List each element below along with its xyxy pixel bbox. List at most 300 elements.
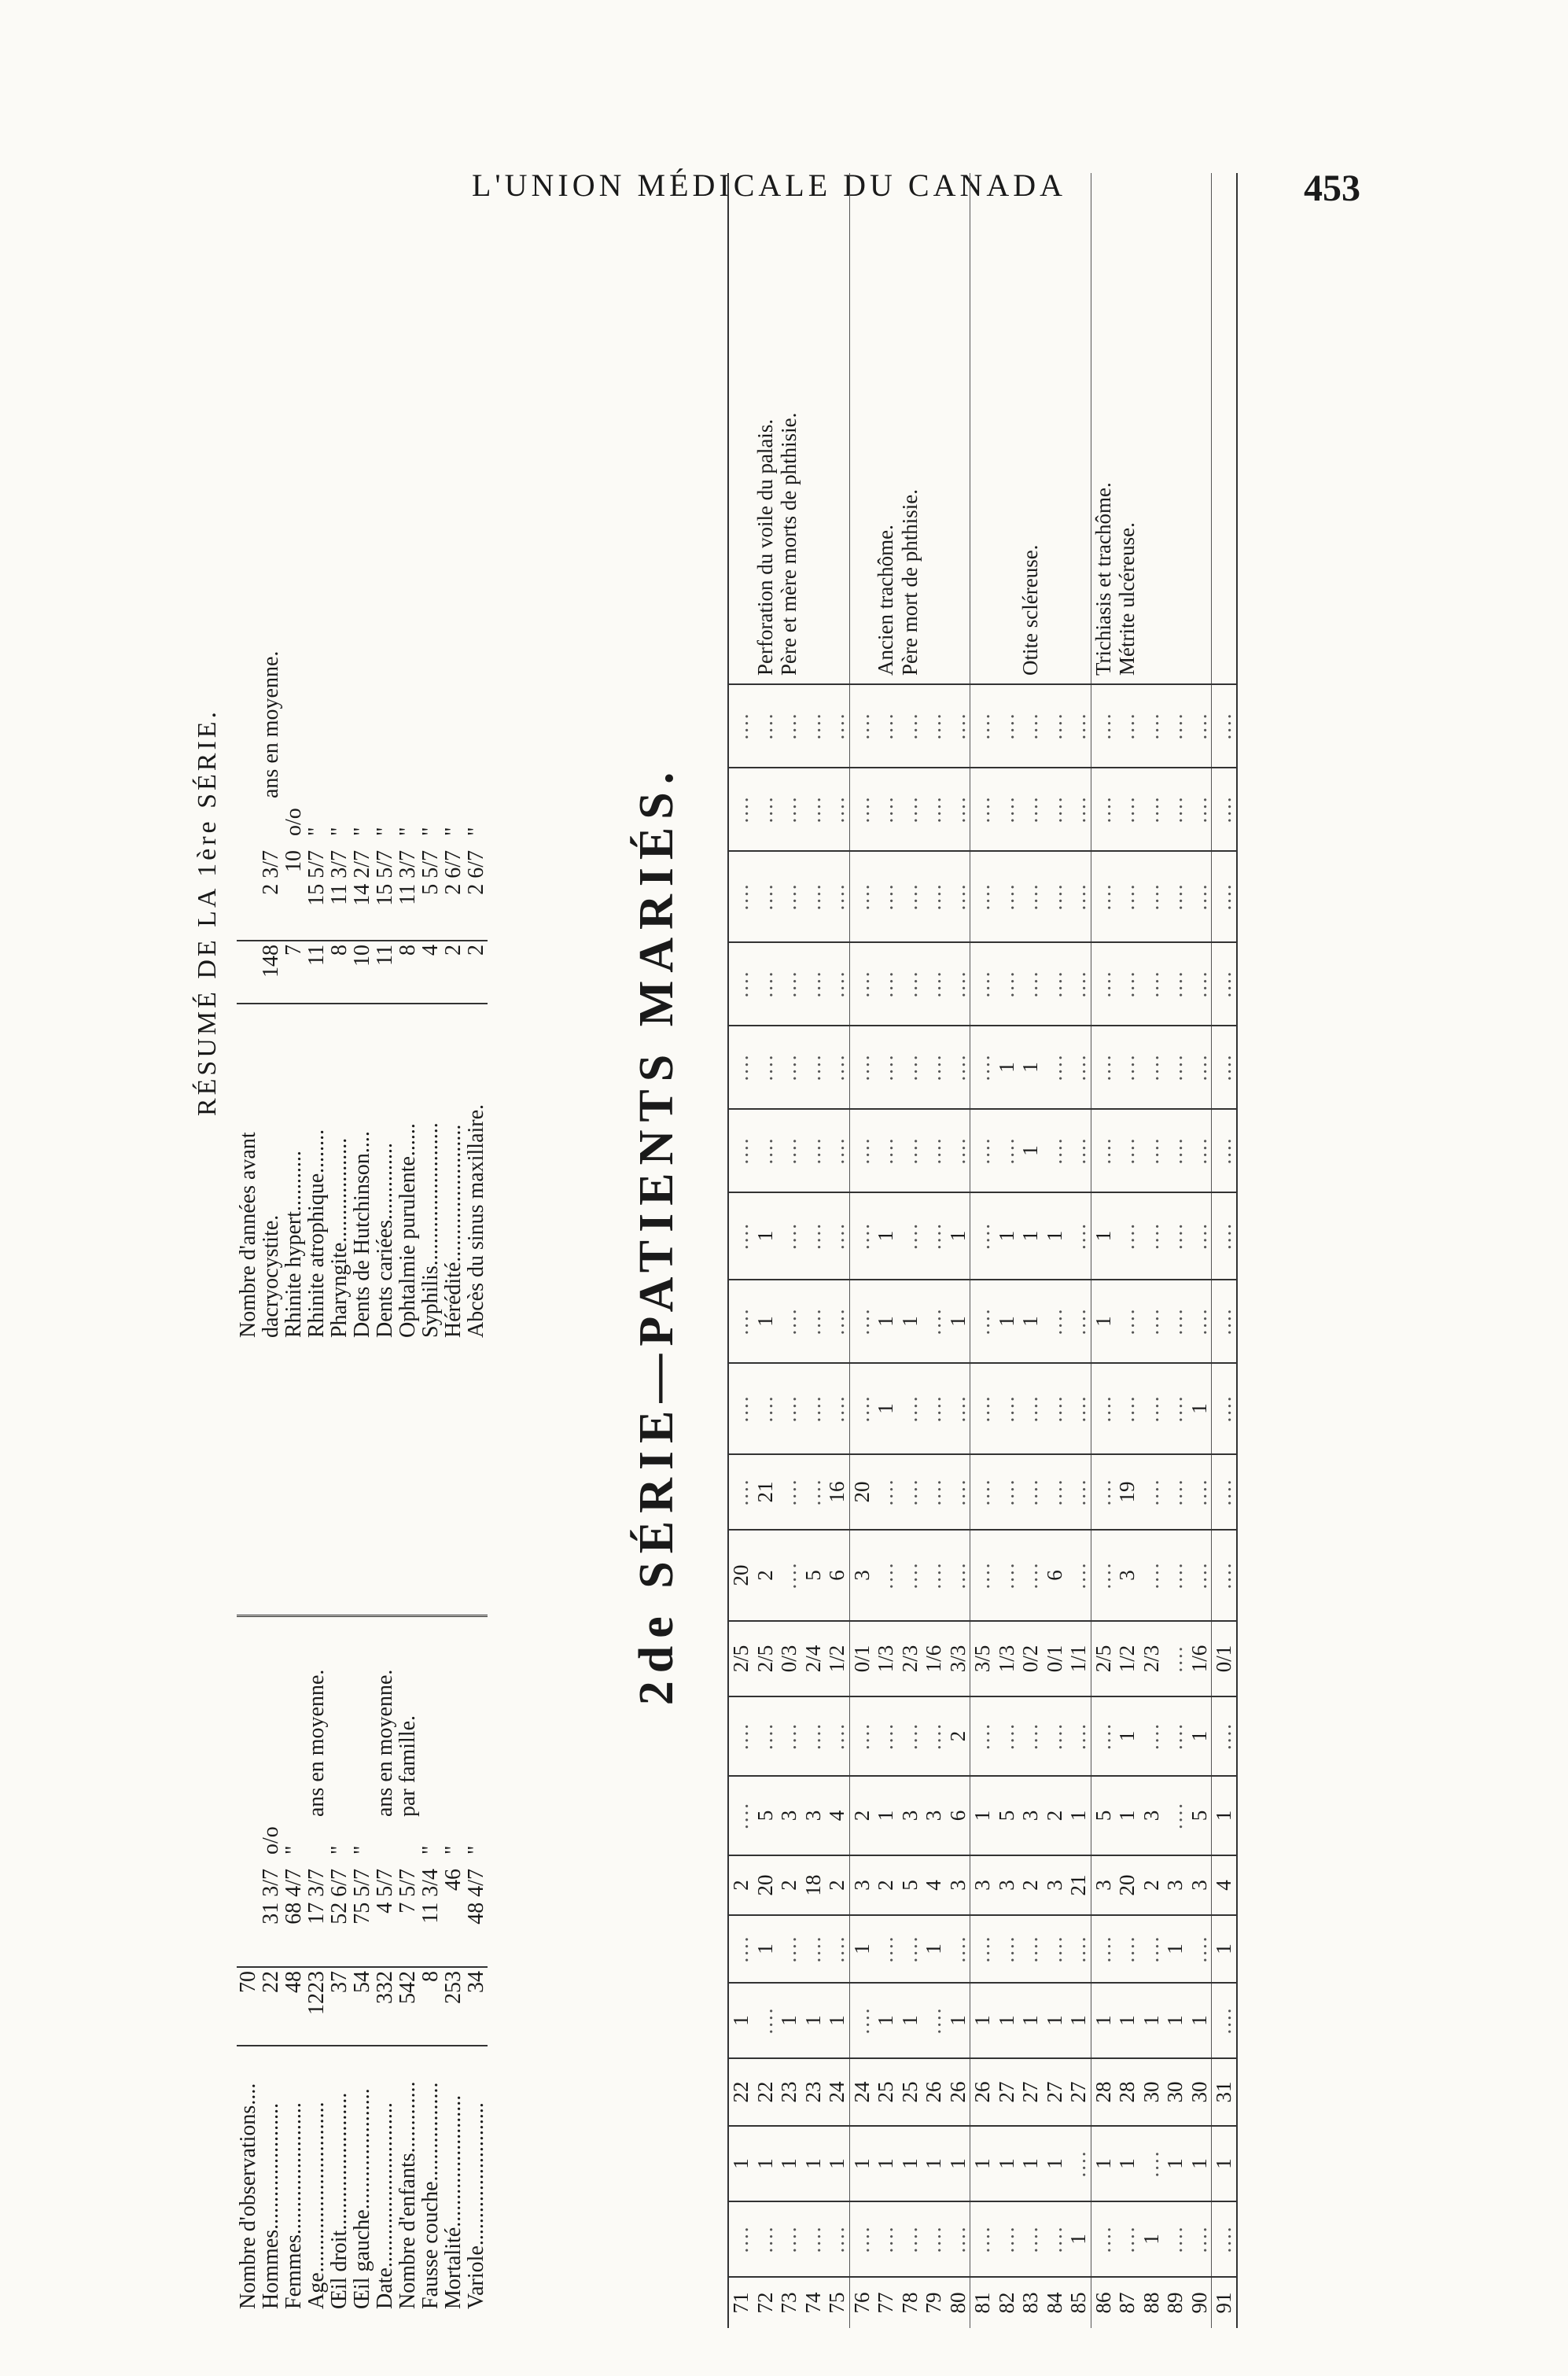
cell-i: 6 <box>1043 1530 1067 1621</box>
cell-j: 20 <box>849 1454 874 1530</box>
cell-no: 73 <box>777 2277 801 2328</box>
cell-remark: Ancien trachôme. <box>874 525 898 676</box>
cell-k: 1 <box>1187 1363 1212 1454</box>
cell-k: .... <box>1091 1363 1115 1454</box>
cell-n: .... <box>1139 1109 1164 1192</box>
summary-label: Œil gauche...................... <box>351 2046 374 2312</box>
cell-a: .... <box>753 2201 778 2277</box>
summary-num: 70 <box>237 1967 259 2046</box>
cell-i: .... <box>1163 1530 1187 1621</box>
summary-note: ans en moyenne. <box>259 650 283 798</box>
cell-k: .... <box>970 1363 995 1454</box>
cell-g: .... <box>898 1696 922 1776</box>
table-row <box>946 173 970 2328</box>
cell-h: 3/5 <box>970 1621 995 1696</box>
cell-d: 1 <box>922 1915 946 1983</box>
summary-label: Hommes....................... <box>259 2046 282 2312</box>
summary-row <box>419 1616 442 2313</box>
cell-h: 2/5 <box>1091 1621 1115 1696</box>
cell-i: .... <box>874 1530 898 1621</box>
cell-o: .... <box>1139 1026 1164 1109</box>
cell-s: .... <box>995 684 1019 768</box>
cell-a: .... <box>849 2201 874 2277</box>
cell-g: .... <box>1212 1696 1237 1776</box>
table-row <box>849 173 874 2328</box>
cell-e: 2 <box>874 1855 898 1915</box>
cell-age: 26 <box>922 2058 946 2126</box>
cell-h: 2/5 <box>728 1621 753 1696</box>
cell-q: .... <box>777 851 801 942</box>
cell-g: .... <box>1018 1696 1043 1776</box>
summary-val: 75 5/7 <box>350 1869 374 1925</box>
summary-val: 52 6/7 <box>327 1869 352 1925</box>
cell-d: .... <box>946 1915 970 1983</box>
cell-n: .... <box>1066 1109 1091 1192</box>
cell-age: 24 <box>849 2058 874 2126</box>
cell-s: .... <box>1043 684 1067 768</box>
table-row <box>825 173 849 2328</box>
cell-s: .... <box>946 684 970 768</box>
cell-h: 1/2 <box>1115 1621 1139 1696</box>
summary-note <box>259 1616 282 1821</box>
cell-r: .... <box>1066 768 1091 851</box>
cell-g: .... <box>995 1696 1019 1776</box>
cell-r: .... <box>1115 768 1139 851</box>
cell-remark: Père mort de phthisie. <box>897 489 922 676</box>
cell-g: .... <box>1163 1696 1187 1776</box>
cell-l: .... <box>1212 1280 1237 1363</box>
cell-g: 1 <box>1115 1696 1139 1776</box>
cell-m: .... <box>1115 1192 1139 1280</box>
summary-label: Rhinite hypert........... <box>282 1004 305 1341</box>
cell-a: .... <box>1187 2201 1212 2277</box>
summary-note <box>419 622 442 801</box>
cell-age: 28 <box>1115 2058 1139 2126</box>
cell-m: 1 <box>874 1192 898 1280</box>
cell-age: 30 <box>1139 2058 1164 2126</box>
cell-c: 1 <box>1066 1983 1091 2058</box>
summary-note <box>374 622 396 801</box>
cell-l: .... <box>1115 1280 1139 1363</box>
cell-c: 1 <box>1091 1983 1115 2058</box>
cell-q: .... <box>1139 851 1164 942</box>
table-row <box>1115 173 1139 2328</box>
cell-g: .... <box>825 1696 849 1776</box>
cell-q: .... <box>753 851 778 942</box>
cell-no: 85 <box>1066 2277 1091 2328</box>
summary-label: Abcès du sinus maxillaire. <box>465 1004 488 1341</box>
summary-val: 2 3/7 <box>259 850 283 895</box>
summary-title: RÉSUMÉ DE LA 1ère SÉRIE. <box>193 708 222 1117</box>
cell-k: .... <box>946 1363 970 1454</box>
cell-d: .... <box>874 1915 898 1983</box>
running-head: L'UNION MÉDICALE DU CANADA <box>472 168 1067 203</box>
summary-label: Syphilis.......................... <box>419 1004 442 1341</box>
cell-m: .... <box>777 1192 801 1280</box>
cell-n: .... <box>970 1109 995 1192</box>
cell-o: 1 <box>1018 1026 1043 1109</box>
summary-note <box>328 622 351 801</box>
summary-num: 253 <box>442 1967 465 2046</box>
cell-c: 1 <box>1043 1983 1067 2058</box>
cell-j: .... <box>1091 1454 1115 1530</box>
summary-num: 22 <box>259 1967 282 2046</box>
cell-q: .... <box>1163 851 1187 942</box>
summary-label: Dents de Hutchinson.... <box>351 1004 374 1341</box>
cell-j: 16 <box>825 1454 849 1530</box>
cell-k: .... <box>1163 1363 1187 1454</box>
cell-o: .... <box>1066 1026 1091 1109</box>
summary-row <box>465 1616 488 2313</box>
cell-d: .... <box>898 1915 922 1983</box>
summary-row <box>305 622 328 1341</box>
summary-num: 10 <box>351 941 374 1004</box>
cell-i: .... <box>898 1530 922 1621</box>
cell-j: 21 <box>753 1454 778 1530</box>
summary-val: 14 2/7 <box>350 850 374 906</box>
cell-f: .... <box>728 1776 753 1855</box>
summary-note <box>282 1616 305 1821</box>
cell-n: .... <box>777 1109 801 1192</box>
cell-q: .... <box>1091 851 1115 942</box>
cell-c: 1 <box>946 1983 970 2058</box>
cell-f: 3 <box>777 1776 801 1855</box>
cell-p: .... <box>1163 942 1187 1026</box>
cell-o: .... <box>825 1026 849 1109</box>
cell-o: .... <box>922 1026 946 1109</box>
cell-b: 1 <box>1212 2126 1237 2201</box>
cell-h: 1/1 <box>1066 1621 1091 1696</box>
cell-m: 1 <box>1091 1192 1115 1280</box>
cell-l: .... <box>1066 1280 1091 1363</box>
cell-m: .... <box>1066 1192 1091 1280</box>
cell-s: .... <box>1115 684 1139 768</box>
summary-row <box>237 1616 259 2313</box>
cell-k: .... <box>922 1363 946 1454</box>
cell-r: .... <box>1018 768 1043 851</box>
page-number: 453 <box>1304 168 1360 209</box>
cell-age: 27 <box>1018 2058 1043 2126</box>
summary-num: 2 <box>465 941 488 1004</box>
summary-row <box>351 622 374 1341</box>
section-title: 2de SÉRIE—PATIENTS MARIÉS. <box>630 764 683 1706</box>
cell-age: 27 <box>1066 2058 1091 2126</box>
summary-val: 11 3/4 <box>418 1869 443 1924</box>
summary-unit: " <box>327 827 352 836</box>
cell-f: 3 <box>898 1776 922 1855</box>
cell-age: 26 <box>946 2058 970 2126</box>
cell-age: 28 <box>1091 2058 1115 2126</box>
cell-s: .... <box>825 684 849 768</box>
table-row <box>1139 173 1164 2328</box>
cell-j: .... <box>1066 1454 1091 1530</box>
cell-l: .... <box>849 1280 874 1363</box>
summary-num: 542 <box>396 1967 419 2046</box>
cell-no: 83 <box>1018 2277 1043 2328</box>
summary-num: 37 <box>328 1967 351 2046</box>
cell-s: .... <box>1139 684 1164 768</box>
cell-q: .... <box>1018 851 1043 942</box>
cell-m: .... <box>1212 1192 1237 1280</box>
cell-f: 5 <box>753 1776 778 1855</box>
cell-l: .... <box>825 1280 849 1363</box>
summary-label: Rhinite atrophique........ <box>305 1004 328 1341</box>
cell-h: 0/3 <box>777 1621 801 1696</box>
cell-q: .... <box>995 851 1019 942</box>
cell-g: .... <box>801 1696 826 1776</box>
cell-n: .... <box>898 1109 922 1192</box>
cell-no: 71 <box>728 2277 753 2328</box>
cell-h: 2/4 <box>801 1621 826 1696</box>
table-row <box>1091 173 1115 2328</box>
cell-h: 1/3 <box>995 1621 1019 1696</box>
cell-p: .... <box>1066 942 1091 1026</box>
cell-no: 76 <box>849 2277 874 2328</box>
summary-val: 48 4/7 <box>464 1869 488 1925</box>
cell-r: .... <box>825 768 849 851</box>
summary-unit: " <box>396 827 420 836</box>
cell-j: .... <box>1139 1454 1164 1530</box>
cell-d: .... <box>1139 1915 1164 1983</box>
summary-unit: " <box>350 1845 374 1855</box>
cell-no: 79 <box>922 2277 946 2328</box>
cell-o: 1 <box>995 1026 1019 1109</box>
cell-e: 3 <box>1163 1855 1187 1915</box>
cell-p: .... <box>922 942 946 1026</box>
cell-h: 1/6 <box>922 1621 946 1696</box>
cell-f: 5 <box>995 1776 1019 1855</box>
cell-g: .... <box>1139 1696 1164 1776</box>
cell-s: .... <box>1163 684 1187 768</box>
cell-f: 1 <box>1212 1776 1237 1855</box>
cell-q: .... <box>728 851 753 942</box>
cell-j: .... <box>1018 1454 1043 1530</box>
cell-r: .... <box>777 768 801 851</box>
cell-j: .... <box>898 1454 922 1530</box>
cell-n: .... <box>874 1109 898 1192</box>
summary-note <box>237 622 259 801</box>
cell-n: 1 <box>1018 1109 1043 1192</box>
cell-no: 82 <box>995 2277 1019 2328</box>
cell-i: .... <box>970 1530 995 1621</box>
summary-val: 46 <box>441 1869 466 1891</box>
table-row <box>1018 173 1043 2328</box>
cell-g: .... <box>922 1696 946 1776</box>
cell-j: 19 <box>1115 1454 1139 1530</box>
cell-h: 3/3 <box>946 1621 970 1696</box>
table-row <box>1187 173 1212 2328</box>
cell-s: .... <box>1018 684 1043 768</box>
summary-val: 11 3/7 <box>396 850 420 905</box>
cell-b: 1 <box>874 2126 898 2201</box>
cell-no: 91 <box>1212 2277 1237 2328</box>
cell-k: .... <box>1018 1363 1043 1454</box>
cell-j: .... <box>874 1454 898 1530</box>
summary-unit: o/o <box>282 808 306 836</box>
summary-row <box>328 622 351 1341</box>
cell-g: .... <box>777 1696 801 1776</box>
cell-f: 3 <box>922 1776 946 1855</box>
cell-r: .... <box>1043 768 1067 851</box>
cell-i: .... <box>922 1530 946 1621</box>
cell-d: .... <box>728 1915 753 1983</box>
cell-c: 1 <box>1187 1983 1212 2058</box>
cell-f: 5 <box>1091 1776 1115 1855</box>
cell-r: .... <box>1187 768 1212 851</box>
summary-row <box>419 622 442 1341</box>
cell-o: .... <box>946 1026 970 1109</box>
summary-note <box>305 622 328 801</box>
cell-j: .... <box>777 1454 801 1530</box>
cell-a: .... <box>874 2201 898 2277</box>
cell-e: 2 <box>1139 1855 1164 1915</box>
summary-label: Dents cariées.............. <box>374 1004 396 1341</box>
cell-d: .... <box>1187 1915 1212 1983</box>
summary-note <box>351 622 374 801</box>
summary-val: 15 5/7 <box>373 850 397 906</box>
cell-s: .... <box>898 684 922 768</box>
patients-table-body <box>728 173 1237 2328</box>
cell-p: .... <box>728 942 753 1026</box>
cell-k: .... <box>1115 1363 1139 1454</box>
cell-h: 1/2 <box>825 1621 849 1696</box>
cell-n: .... <box>1187 1109 1212 1192</box>
cell-no: 77 <box>874 2277 898 2328</box>
summary-row <box>259 1616 282 2313</box>
summary-num: 54 <box>351 1967 374 2046</box>
cell-b: 1 <box>801 2126 826 2201</box>
summary-label: Variole.......................... <box>465 2046 488 2312</box>
cell-j: .... <box>1212 1454 1237 1530</box>
summary-num: 11 <box>305 941 328 1004</box>
cell-l: .... <box>970 1280 995 1363</box>
cell-d: 1 <box>753 1915 778 1983</box>
summary-label: Pharyngite................... <box>328 1004 351 1341</box>
summary-note <box>442 622 465 801</box>
cell-a: .... <box>898 2201 922 2277</box>
cell-s: .... <box>801 684 826 768</box>
cell-q: .... <box>801 851 826 942</box>
cell-o: .... <box>753 1026 778 1109</box>
summary-note: ans en moyenne. <box>304 1669 329 1817</box>
cell-h: 2/5 <box>753 1621 778 1696</box>
cell-b: 1 <box>1163 2126 1187 2201</box>
cell-l: .... <box>1163 1280 1187 1363</box>
cell-c: 1 <box>825 1983 849 2058</box>
cell-remark <box>1212 173 1237 684</box>
cell-f: .... <box>1163 1776 1187 1855</box>
table-row <box>898 173 922 2328</box>
cell-j: .... <box>970 1454 995 1530</box>
cell-l: .... <box>1043 1280 1067 1363</box>
cell-h: .... <box>1163 1621 1187 1696</box>
cell-i: 3 <box>1115 1530 1139 1621</box>
cell-n: .... <box>1163 1109 1187 1192</box>
cell-s: .... <box>849 684 874 768</box>
cell-l: .... <box>1139 1280 1164 1363</box>
cell-q: .... <box>970 851 995 942</box>
table-row <box>728 173 753 2328</box>
cell-q: .... <box>946 851 970 942</box>
cell-o: .... <box>849 1026 874 1109</box>
cell-e: 5 <box>898 1855 922 1915</box>
cell-o: .... <box>874 1026 898 1109</box>
summary-val: 2 6/7 <box>441 850 466 895</box>
cell-e: 20 <box>1115 1855 1139 1915</box>
cell-r: .... <box>874 768 898 851</box>
summary-row <box>465 622 488 1341</box>
summary-unit <box>237 801 259 839</box>
cell-l: 1 <box>995 1280 1019 1363</box>
summary-val: 5 5/7 <box>418 850 443 895</box>
summary-unit <box>374 1820 396 1858</box>
cell-i: .... <box>1018 1530 1043 1621</box>
cell-s: .... <box>753 684 778 768</box>
summary-left-body <box>237 1616 488 2313</box>
summary-val: 11 3/7 <box>327 850 352 905</box>
cell-m: .... <box>728 1192 753 1280</box>
cell-a: .... <box>1018 2201 1043 2277</box>
rotated-page-body <box>193 142 1419 2328</box>
cell-o: .... <box>1091 1026 1115 1109</box>
cell-k: .... <box>801 1363 826 1454</box>
cell-b: 1 <box>1043 2126 1067 2201</box>
cell-b: 1 <box>970 2126 995 2201</box>
cell-o: .... <box>1115 1026 1139 1109</box>
summary-right-body <box>237 622 488 1341</box>
cell-o: .... <box>1212 1026 1237 1109</box>
cell-remark <box>849 173 874 684</box>
summary-row <box>396 622 419 1341</box>
cell-remark: Perforation du voile du palais. <box>753 418 777 676</box>
summary-unit: " <box>418 1845 443 1855</box>
summary-val: 2 6/7 <box>464 850 488 895</box>
table-row <box>995 173 1019 2328</box>
cell-c: .... <box>849 1983 874 2058</box>
cell-j: .... <box>946 1454 970 1530</box>
cell-e: 3 <box>1187 1855 1212 1915</box>
cell-b: 1 <box>728 2126 753 2201</box>
cell-remark: Père et mère morts de phthisie. <box>777 412 801 676</box>
cell-q: .... <box>922 851 946 942</box>
cell-r: .... <box>970 768 995 851</box>
table-row <box>1212 173 1237 2328</box>
summary-row <box>305 1616 328 2313</box>
cell-k: .... <box>898 1363 922 1454</box>
cell-d: .... <box>801 1915 826 1983</box>
cell-d: 1 <box>849 1915 874 1983</box>
cell-j: .... <box>1043 1454 1067 1530</box>
cell-j: .... <box>1163 1454 1187 1530</box>
cell-m: .... <box>1163 1192 1187 1280</box>
cell-a: .... <box>1212 2201 1237 2277</box>
cell-no: 81 <box>970 2277 995 2328</box>
cell-k: .... <box>1066 1363 1091 1454</box>
summary-note <box>396 622 419 801</box>
cell-b: 1 <box>946 2126 970 2201</box>
summary-row <box>351 1616 374 2313</box>
summary-note <box>237 1616 259 1821</box>
summary-num: 8 <box>396 941 419 1004</box>
cell-m: .... <box>825 1192 849 1280</box>
cell-l: 1 <box>1018 1280 1043 1363</box>
cell-n: .... <box>1115 1109 1139 1192</box>
cell-n: .... <box>1212 1109 1237 1192</box>
cell-n: .... <box>849 1109 874 1192</box>
cell-a: .... <box>777 2201 801 2277</box>
cell-d: .... <box>1018 1915 1043 1983</box>
cell-l: 1 <box>946 1280 970 1363</box>
